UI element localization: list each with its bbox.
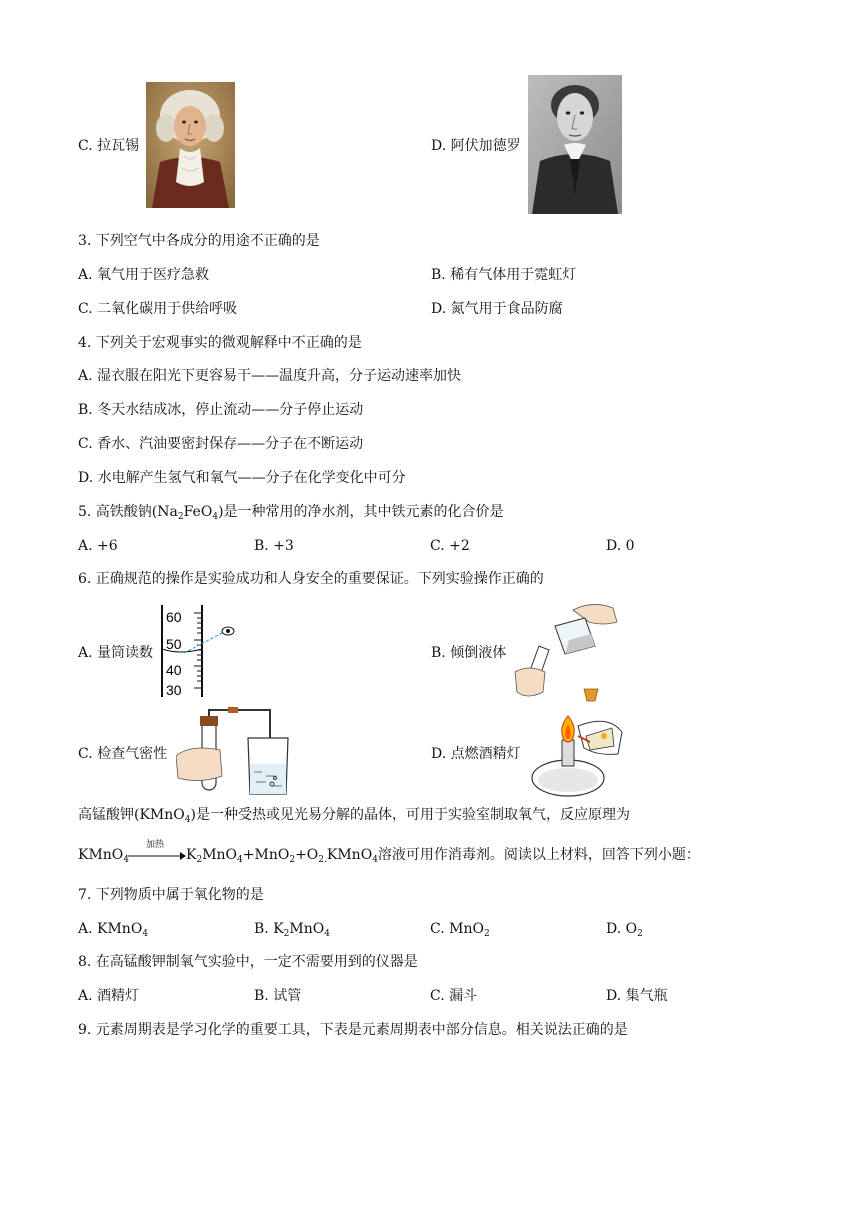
question-6-stem: 6. 正确规范的操作是实验成功和人身安全的重要保证。下列实验操作正确的 [78,571,544,587]
option-c-label: C. 拉瓦锡 [78,138,140,154]
question-4-stem: 4. 下列关于宏观事实的微观解释中不正确的是 [78,335,362,351]
q3-option-a[interactable]: A. 氧气用于医疗急救 [78,267,210,283]
q7-option-a[interactable]: A. KMnO$_4$ [78,921,149,939]
q7-option-b[interactable]: B. $K_2MnO_4$ [254,921,330,939]
tick-60: 60 [166,609,182,625]
airtightness-check-figure [176,706,292,798]
q3-option-c[interactable]: C. 二氧化碳用于供给呼吸 [78,301,238,317]
q5-option-d[interactable]: D. 0 [606,538,635,554]
arrow-label-heat: 加热 [146,840,165,850]
reaction-products: $K_2MnO_4+MnO_2+O_{2.}KMnO_4$溶液可用作消毒剂。阅读以上材料，回答下列小题： [186,847,700,865]
tick-40: 40 [166,662,182,678]
pouring-liquid-figure [513,600,623,704]
question-9-stem: 9. 元素周期表是学习化学的重要工具，下表是元素周期表中部分信息。相关说法正确的是 [78,1022,628,1038]
q4-option-c[interactable]: C. 香水、汽油要密封保存——分子在不断运动 [78,436,364,452]
question-3-stem: 3. 下列空气中各成分的用途不正确的是 [78,233,320,249]
q4-option-d[interactable]: D. 水电解产生氢气和氧气——分子在化学变化中可分 [78,470,406,486]
q3-option-d[interactable]: D. 氮气用于食品防腐 [431,301,563,317]
q7-option-d[interactable]: D. $O_2$ [606,921,643,939]
question-5-stem: 5. 高铁酸钠$(Na_2FeO_4)$是一种常用的净水剂，其中铁元素的化合价是 [78,504,504,522]
q6-option-b[interactable]: B. 倾倒液体 [431,645,507,661]
q8-option-d[interactable]: D. 集气瓶 [606,988,668,1004]
q4-option-a[interactable]: A. 湿衣服在阳光下更容易干——温度升高，分子运动速率加快 [78,368,462,384]
q6-option-c[interactable]: C. 检查气密性 [78,746,168,762]
q7-option-c[interactable]: C. MnO$_2$ [430,921,490,939]
stopper-icon [583,688,599,702]
q6-option-d[interactable]: D. 点燃酒精灯 [431,746,521,762]
reaction-equation: KMnO$_4$ [78,847,130,865]
q5-option-c[interactable]: C. +2 [430,538,470,554]
lavoisier-portrait [146,82,235,208]
q8-option-a[interactable]: A. 酒精灯 [78,988,140,1004]
q5-option-b[interactable]: B. +3 [254,538,294,554]
material-line-1: 高锰酸钾(KMnO$_4$)是一种受热或见光易分解的晶体，可用于实验室制取氧气，反应原理为 [78,807,630,825]
q8-option-b[interactable]: B. 试管 [254,988,302,1004]
tick-30: 30 [166,682,182,698]
q8-option-c[interactable]: C. 漏斗 [430,988,478,1004]
avogadro-portrait [528,75,622,214]
q3-option-b[interactable]: B. 稀有气体用于霓虹灯 [431,267,577,283]
q4-option-b[interactable]: B. 冬天水结成冰，停止流动——分子停止运动 [78,402,364,418]
question-7-stem: 7. 下列物质中属于氧化物的是 [78,887,264,903]
option-d-label: D. 阿伏加德罗 [431,138,521,154]
q6-option-a[interactable]: A. 量筒读数 [78,645,154,661]
lighting-alcohol-lamp-figure [528,706,624,798]
q5-option-a[interactable]: A. +6 [78,538,118,554]
graduated-cylinder-reading-figure [160,603,240,699]
tick-50: 50 [166,636,182,652]
question-8-stem: 8. 在高锰酸钾制氧气实验中，一定不需要用到的仪器是 [78,954,418,970]
